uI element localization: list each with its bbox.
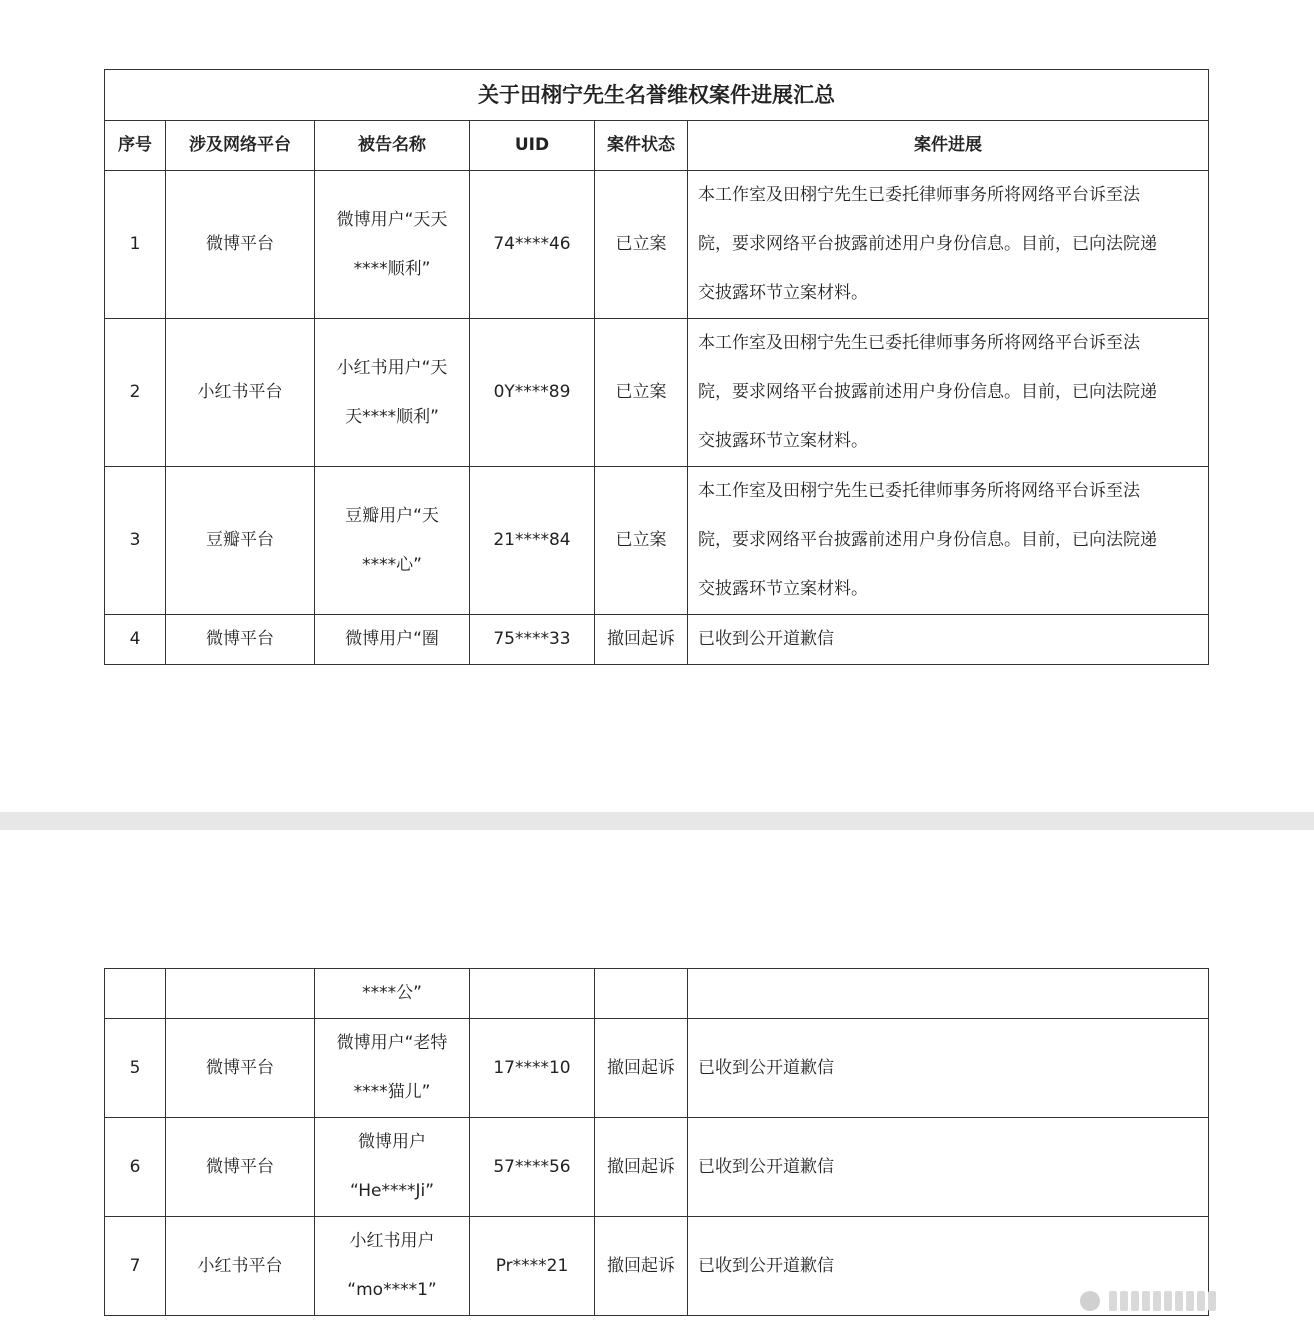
cell-uid: 17****10 bbox=[470, 1019, 595, 1118]
cell-defendant: 微博用户“圈 bbox=[315, 615, 470, 665]
header-defendant: 被告名称 bbox=[315, 121, 470, 171]
table-row bbox=[105, 319, 1209, 467]
cell-platform: 微博平台 bbox=[166, 1019, 315, 1118]
cell-uid: Pr****21 bbox=[470, 1217, 595, 1316]
cell-platform bbox=[166, 969, 315, 1019]
table-row bbox=[105, 969, 1209, 1019]
defendant-line: ****顺利” bbox=[353, 258, 431, 279]
cell-platform: 豆瓣平台 bbox=[166, 467, 315, 615]
cell-progress: 已收到公开道歉信 bbox=[688, 1118, 1209, 1217]
cell-status: 已立案 bbox=[595, 319, 688, 467]
defendant-line: ****心” bbox=[362, 554, 422, 575]
cell-defendant: ****公” bbox=[315, 969, 470, 1019]
cell-no: 3 bbox=[105, 467, 166, 615]
document-page-2 bbox=[0, 830, 1314, 1326]
cell-no bbox=[105, 969, 166, 1019]
cell-defendant bbox=[315, 1217, 470, 1316]
table-row bbox=[105, 1217, 1209, 1316]
table-title: 关于田栩宁先生名誉维权案件进展汇总 bbox=[105, 70, 1209, 121]
cell-no: 6 bbox=[105, 1118, 166, 1217]
progress-line: 交披露环节立案材料。 bbox=[698, 431, 868, 451]
progress-line: 交披露环节立案材料。 bbox=[698, 283, 868, 303]
cell-progress bbox=[688, 171, 1209, 319]
cell-uid: 75****33 bbox=[470, 615, 595, 665]
cell-uid: 57****56 bbox=[470, 1118, 595, 1217]
defendant-line: 小红书用户“天 bbox=[336, 357, 448, 378]
cell-defendant bbox=[315, 1118, 470, 1217]
defendant-line: 微博用户“老特 bbox=[336, 1033, 448, 1053]
case-progress-table-continued bbox=[104, 968, 1209, 1316]
cell-status: 撤回起诉 bbox=[595, 1118, 688, 1217]
cell-status: 撤回起诉 bbox=[595, 1019, 688, 1118]
cell-status: 撤回起诉 bbox=[595, 1217, 688, 1316]
cell-defendant bbox=[315, 319, 470, 467]
cell-platform: 微博平台 bbox=[166, 171, 315, 319]
cell-progress bbox=[688, 969, 1209, 1019]
cell-uid bbox=[470, 969, 595, 1019]
table-row bbox=[105, 467, 1209, 615]
cell-status: 撤回起诉 bbox=[595, 615, 688, 665]
cell-uid: 74****46 bbox=[470, 171, 595, 319]
header-uid: UID bbox=[470, 121, 595, 171]
cell-progress: 已收到公开道歉信 bbox=[688, 615, 1209, 665]
defendant-line: 天****顺利” bbox=[345, 406, 439, 427]
cell-platform: 微博平台 bbox=[166, 615, 315, 665]
cell-no: 2 bbox=[105, 319, 166, 467]
defendant-line: ****猫儿” bbox=[353, 1082, 431, 1102]
progress-line: 院，要求网络平台披露前述用户身份信息。目前，已向法院递 bbox=[698, 382, 1157, 402]
cell-status: 已立案 bbox=[595, 171, 688, 319]
cell-defendant bbox=[315, 1019, 470, 1118]
cell-status: 已立案 bbox=[595, 467, 688, 615]
defendant-line: “He****Ji” bbox=[349, 1181, 435, 1201]
defendant-line: 微博用户“天天 bbox=[336, 209, 448, 230]
cell-uid: 0Y****89 bbox=[470, 319, 595, 467]
cell-platform: 微博平台 bbox=[166, 1118, 315, 1217]
defendant-line: 小红书用户 bbox=[349, 1231, 435, 1251]
header-progress: 案件进展 bbox=[688, 121, 1209, 171]
table-row bbox=[105, 1118, 1209, 1217]
defendant-line: 微博用户 bbox=[358, 1132, 426, 1152]
table-row bbox=[105, 615, 1209, 665]
cell-no: 4 bbox=[105, 615, 166, 665]
cell-defendant bbox=[315, 171, 470, 319]
weibo-watermark-icon bbox=[1080, 1290, 1290, 1312]
header-no: 序号 bbox=[105, 121, 166, 171]
table-row bbox=[105, 171, 1209, 319]
header-status: 案件状态 bbox=[595, 121, 688, 171]
cell-defendant bbox=[315, 467, 470, 615]
progress-line: 本工作室及田栩宁先生已委托律师事务所将网络平台诉至法 bbox=[698, 333, 1140, 353]
cell-no: 7 bbox=[105, 1217, 166, 1316]
cell-uid: 21****84 bbox=[470, 467, 595, 615]
cell-platform: 小红书平台 bbox=[166, 1217, 315, 1316]
defendant-line: 豆瓣用户“天 bbox=[345, 505, 439, 526]
page-separator bbox=[0, 812, 1314, 830]
cell-no: 5 bbox=[105, 1019, 166, 1118]
cell-progress bbox=[688, 319, 1209, 467]
cell-progress: 已收到公开道歉信 bbox=[688, 1217, 1209, 1316]
progress-line: 本工作室及田栩宁先生已委托律师事务所将网络平台诉至法 bbox=[698, 481, 1140, 501]
cell-progress: 已收到公开道歉信 bbox=[688, 1019, 1209, 1118]
progress-line: 交披露环节立案材料。 bbox=[698, 579, 868, 599]
progress-line: 院，要求网络平台披露前述用户身份信息。目前，已向法院递 bbox=[698, 530, 1157, 550]
progress-line: 院，要求网络平台披露前述用户身份信息。目前，已向法院递 bbox=[698, 234, 1157, 254]
watermark-circle-icon bbox=[1080, 1291, 1100, 1311]
table-row bbox=[105, 1019, 1209, 1118]
case-progress-table bbox=[104, 69, 1209, 665]
cell-platform: 小红书平台 bbox=[166, 319, 315, 467]
header-platform: 涉及网络平台 bbox=[166, 121, 315, 171]
cell-no: 1 bbox=[105, 171, 166, 319]
cell-status bbox=[595, 969, 688, 1019]
cell-progress bbox=[688, 467, 1209, 615]
progress-line: 本工作室及田栩宁先生已委托律师事务所将网络平台诉至法 bbox=[698, 185, 1140, 205]
defendant-line: “mo****1” bbox=[347, 1280, 437, 1300]
